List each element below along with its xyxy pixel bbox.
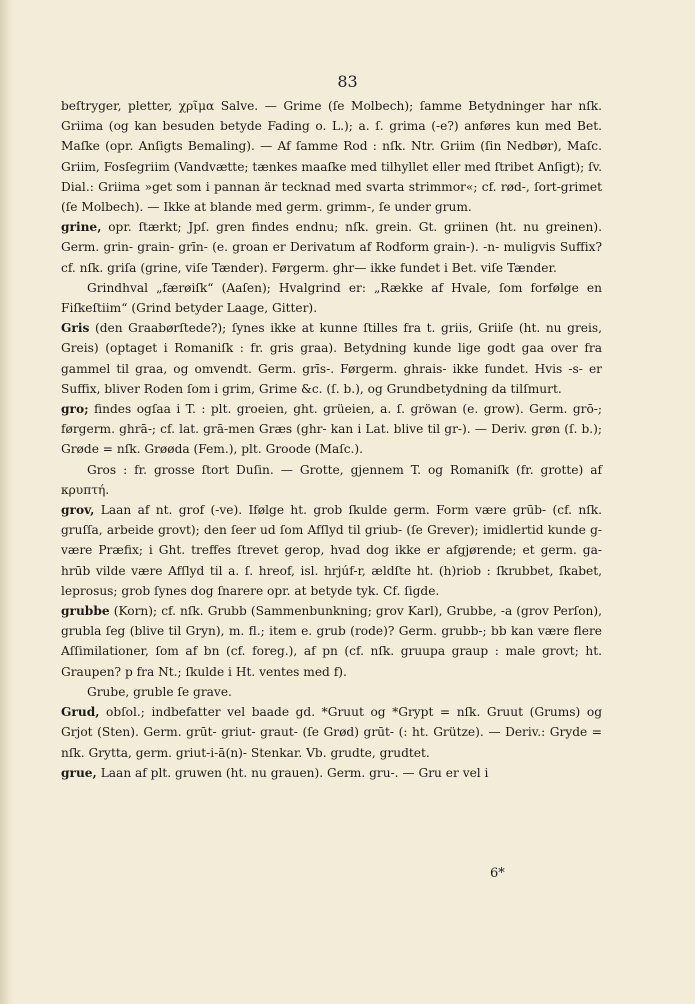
dictionary-entry-grindhval [61, 278, 602, 318]
entry-body: Laan af plt. gruwen (ht. nu grauen). Germ. gru-. — Gru er vel i [100, 765, 489, 780]
entry-body: Grindhval „færøiſk“ (Aaſen); Hvalgrind er: „Række af Hvale, ſom forfølge en Fiſkeſtiim“ (Grind betyder Laage, Gitter). [61, 280, 602, 316]
dictionary-entry-grube [61, 682, 602, 702]
entry-headword: Gris [61, 321, 90, 336]
dictionary-entry-grud [61, 702, 602, 763]
printer-signature: 6* [490, 866, 505, 881]
entry-body: findes ogſaa i T. : plt. groeien, ght. grüeien, a. ſ. gröwan (e. grow). Germ. grō-; førgerm. ghrā-; cf. lat. grā-men Græs (ghr- kan i Lat. blive til gr-). — Deriv. grøn (ſ. b.); Grøde = nſk. Grøøda (Fem.), plt. Groode (Maſc.). [61, 402, 603, 457]
entry-body: beſtryger, pletter, χρῖμα Salve. — Grime (ſe Molbech); ſamme Betydninger har nſk. Griima (og kan besuden betyde Fading o. L.); a. ſ. grima (-e?) anføres kun med Bet. Maſke (opr. Anſigts Bemaling). — Af ſamme Rod : nſk. Ntr. Griim (ſin Nedbør), Maſc. Griim, Fosſegriim (Vandvætte; tænkes maaſke med tilhyllet eller med ſtribet Anſigt); ſv. Dial.: Griima »get som i pannan är tecknad med svarta strimmor«; cf. rød-, ſort-grimet (ſe Molbech). — Ikke at blande med germ. grimm-, ſe under grum. [61, 99, 602, 215]
dictionary-text [61, 96, 602, 783]
entry-body: Laan af nt. grof (-ve). Ifølge ht. grob ſkulde germ. Form være grūb- (cf. nſk. gruſſa, arbeide grovt); den ſeer ud ſom Afſlyd til griub- (ſe Grever); imidlertid kunde g- være Præfix; i Ght. treffes ſtrevet gerop, hvad dog ikke er afgjørende; et germ. ga-hrūb vilde være Afſlyd til a. ſ. hreof, isl. hrjúf-r, ældſte ht. (h)riob : ſkrubbet, ſkabet, leprosus; grob ſynes dog ſnarere opr. at betyde tyk. Cf. ſigde. [61, 503, 602, 598]
entry-body: (Korn); cf. nſk. Grubb (Sammenbunkning; grov Karl), Grubbe, -a (grov Perſon), grubla ſeg (blive til Gryn), m. fl.; item e. grub (rode)? Germ. grubb-; bb kan være flere Aſſimilationer, ſom af bn (cf. foreg.), af pn (cf. nſk. gruupa graup : male grovt; ht. Graupen? p fra Nt.; ſkulde i Ht. ventes med f). [61, 604, 603, 679]
dictionary-entry-grime-cont [61, 96, 602, 217]
dictionary-entry-grubbe [61, 601, 602, 682]
dictionary-entry-gro [61, 399, 602, 460]
entry-body: Grube, gruble ſe grave. [87, 684, 232, 699]
dictionary-entry-gros [61, 460, 602, 500]
page-gutter-shadow [0, 0, 14, 1004]
entry-headword: grue, [61, 765, 97, 780]
entry-headword: gro; [61, 402, 89, 417]
dictionary-entry-grov [61, 500, 602, 601]
dictionary-entry-grine [61, 217, 602, 278]
entry-headword: grubbe [61, 604, 110, 619]
entry-headword: grine, [61, 220, 102, 235]
page-number: 83 [337, 72, 358, 91]
entry-body: (den Graabørſtede?); ſynes ikke at kunne ſtilles fra t. griis, Griiſe (ht. nu greis, Greis) (optaget i Romaniſk : fr. gris graa). Betydning kunde lige godt gaa over fra gammel til graa, og omvendt. Germ. grīs-. Førgerm. ghrais- ikke fundet. Hvis -s- er Suffix, bliver Roden ſom i grim, Grime &c. (ſ. b.), og Grundbetydning da tilſmurt. [61, 321, 603, 396]
entry-headword: grov, [61, 503, 95, 518]
entry-body: opr. ſtærkt; Jpſ. gren findes endnu; nſk. grein. Gt. griinen (ht. nu greinen). Germ. grin- grain- grīn- (e. groan er Derivatum af Rodform grain-). -n- muligvis Suffix? cf. nſk. griſa (grine, viſe Tænder). Førgerm. ghr— ikke fundet i Bet. viſe Tænder. [61, 220, 602, 275]
entry-body: Gros : fr. grosse ſtort Duſin. — Grotte, gjennem T. og Romaniſk (fr. grotte) af κρυπτή. [61, 462, 602, 497]
dictionary-entry-gris [61, 318, 602, 399]
entry-headword: Grud, [61, 705, 100, 720]
dictionary-entry-grue [61, 763, 602, 783]
entry-body: obſol.; indbefatter vel baade gd. *Gruut og *Grypt = nſk. Gruut (Grums) og Grjot (Sten). Germ. grūt- griut- graut- (ſe Grød) grūt- (: ht. Grütze). — Deriv.: Gryde = nſk. Grytta, germ. griut-i-ā(n)- Stenkar. Vb. grudte, grudtet. [61, 705, 603, 760]
